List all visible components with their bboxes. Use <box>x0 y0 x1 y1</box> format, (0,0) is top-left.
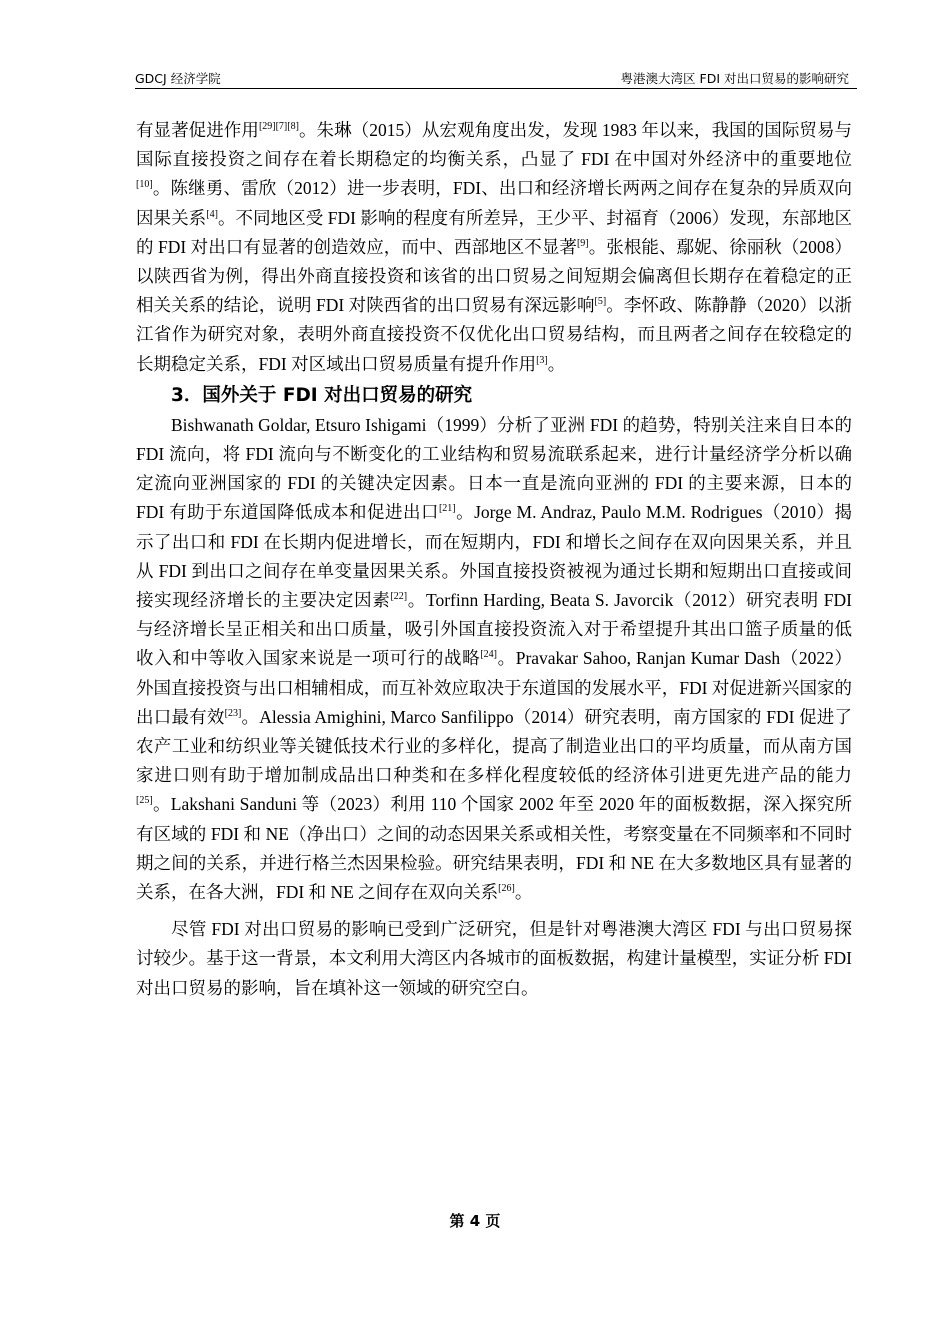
text-run: 。 <box>514 882 533 903</box>
text-run: 。李怀政、陈静静（2020）以浙江省作为研究对象，表明外商直接投资不仅优化出口贸易结构，而且两者之间存在较稳定的长期稳定关系，FDI 对区域出口贸易质量有提升作用 <box>136 295 852 374</box>
citation-ref: [3] <box>536 354 548 366</box>
text-run: 。Torfinn Harding, Beata S. Javorcik（2012）研究表明 FDI 与经济增长呈正相关和出口质量，吸引外国直接投资流入对于希望提升其出口篮子质量的低收入和中等收入国家来说是一项可行的战略 <box>136 590 853 669</box>
text-run: 。不同地区受 FDI 影响的程度有所差异，王少平、封福育（2006）发现，东部地区的 FDI 对出口有显著的创造效应，而中、西部地区不显著 <box>136 207 852 257</box>
citation-ref: [29][7][8] <box>258 121 299 133</box>
header-right-text: 粤港澳大湾区 FDI 对出口贸易的影响研究 <box>620 71 849 86</box>
citation-ref: [10] <box>136 179 153 191</box>
text-run: 。陈继勇、雷欣（2012）进一步表明，FDI、出口和经济增长两两之间存在复杂的异质双向因果关系 <box>136 178 852 228</box>
text-run: 。张根能、鄢妮、徐丽秋（2008）以陕西省为例，得出外商直接投资和该省的出口贸易之间短期会偏离但长期存在着稳定的正相关关系的结论，说明 FDI 对陕西省的出口贸易有深远影响 <box>136 236 852 316</box>
text-run: 。 <box>547 353 566 374</box>
text-run: 3．国外关于 FDI 对出口贸易的研究 <box>171 384 473 406</box>
citation-ref: [21] <box>438 503 456 515</box>
text-run: 。Pravakar Sahoo, Ranjan Kumar Dash（2022）外国直接投资与出口相辅相成，而互补效应取决于东道国的发展水平，FDI 对促进新兴国家的出口最有效 <box>136 648 852 727</box>
body-paragraph <box>136 411 852 907</box>
citation-ref: [24] <box>480 649 497 661</box>
text-run: 。朱琳（2015）从宏观角度出发，发现 1983 年以来，我国的国际贸易与国际直接投资之间存在着长期稳定的均衡关系，凸显了 FDI 在中国对外经济中的重要地位 <box>136 120 853 170</box>
text-run: 有显著促进作用 <box>136 120 259 140</box>
citation-ref: [22] <box>390 591 408 603</box>
citation-ref: [9] <box>576 237 589 249</box>
text-run: 。Jorge M. Andraz, Paulo M.M. Rodrigues（2010）揭示了出口和 FDI 在长期内促进增长，而在短期内，FDI 和增长之间存在双向因果关系，并且从 FDI 到出口之间存在单变量因果关系。外国直接投资被视为通过长期和短期出口直接或间接实现经济增长的主要决定因素 <box>136 502 852 611</box>
citation-ref: [5] <box>594 296 607 308</box>
text-run: 。Lakshani Sanduni 等（2023）利用 110 个国家 2002 年至 2020 年的面板数据，深入探究所有区域的 FDI 和 NE（净出口）之间的动态因果关系或相关性，考察变量在不同频率和不同时期之间的关系，并进行格兰杰因果检验。研究结果表明，FDI 和 NE 在大多数地区具有显著的关系，在各大洲，FDI 和 NE 之间存在双向关系 <box>136 794 852 903</box>
body-paragraph <box>136 915 852 1003</box>
page-header <box>135 66 857 89</box>
text-run: 尽管 FDI 对出口贸易的影响已受到广泛研究，但是针对粤港澳大湾区 FDI 与出口贸易探讨较少。基于这一背景，本文利用大湾区内各城市的面板数据，构建计量模型，实证分析 FDI 对出口贸易的影响，旨在填补这一领域的研究空白。 <box>136 919 852 998</box>
section-heading <box>136 381 852 411</box>
citation-ref: [26] <box>498 883 515 895</box>
citation-ref: [25] <box>136 795 153 807</box>
header-left-text: GDCJ 经济学院 <box>135 71 221 86</box>
text-run: Bishwanath Goldar, Etsuro Ishigami（1999）分析了亚洲 FDI 的趋势，特别关注来自日本的 FDI 流向，将 FDI 流向与不断变化的工业结构和贸易流联系起来，进行计量经济学分析以确定流向亚洲国家的 FDI 的关键决定因素。日本一直是流向亚洲的 FDI 的主要来源，日本的 FDI 有助于东道国降低成本和促进出口 <box>136 414 852 523</box>
citation-ref: [4] <box>206 208 218 220</box>
text-run: 。Alessia Amighini, Marco Sanfilippo（2014）研究表明，南方国家的 FDI 促进了农产工业和纺织业等关键低技术行业的多样化，提高了制造业出口的平均质量，而从南方国家进口则有助于增加制成品出口种类和在多样化程度较低的经济体引进更先进产品的能力 <box>136 706 853 786</box>
document-body <box>136 116 852 1003</box>
citation-ref: [23] <box>224 708 242 720</box>
page-number: 第 4 页 <box>449 1212 501 1230</box>
body-paragraph <box>136 116 852 379</box>
